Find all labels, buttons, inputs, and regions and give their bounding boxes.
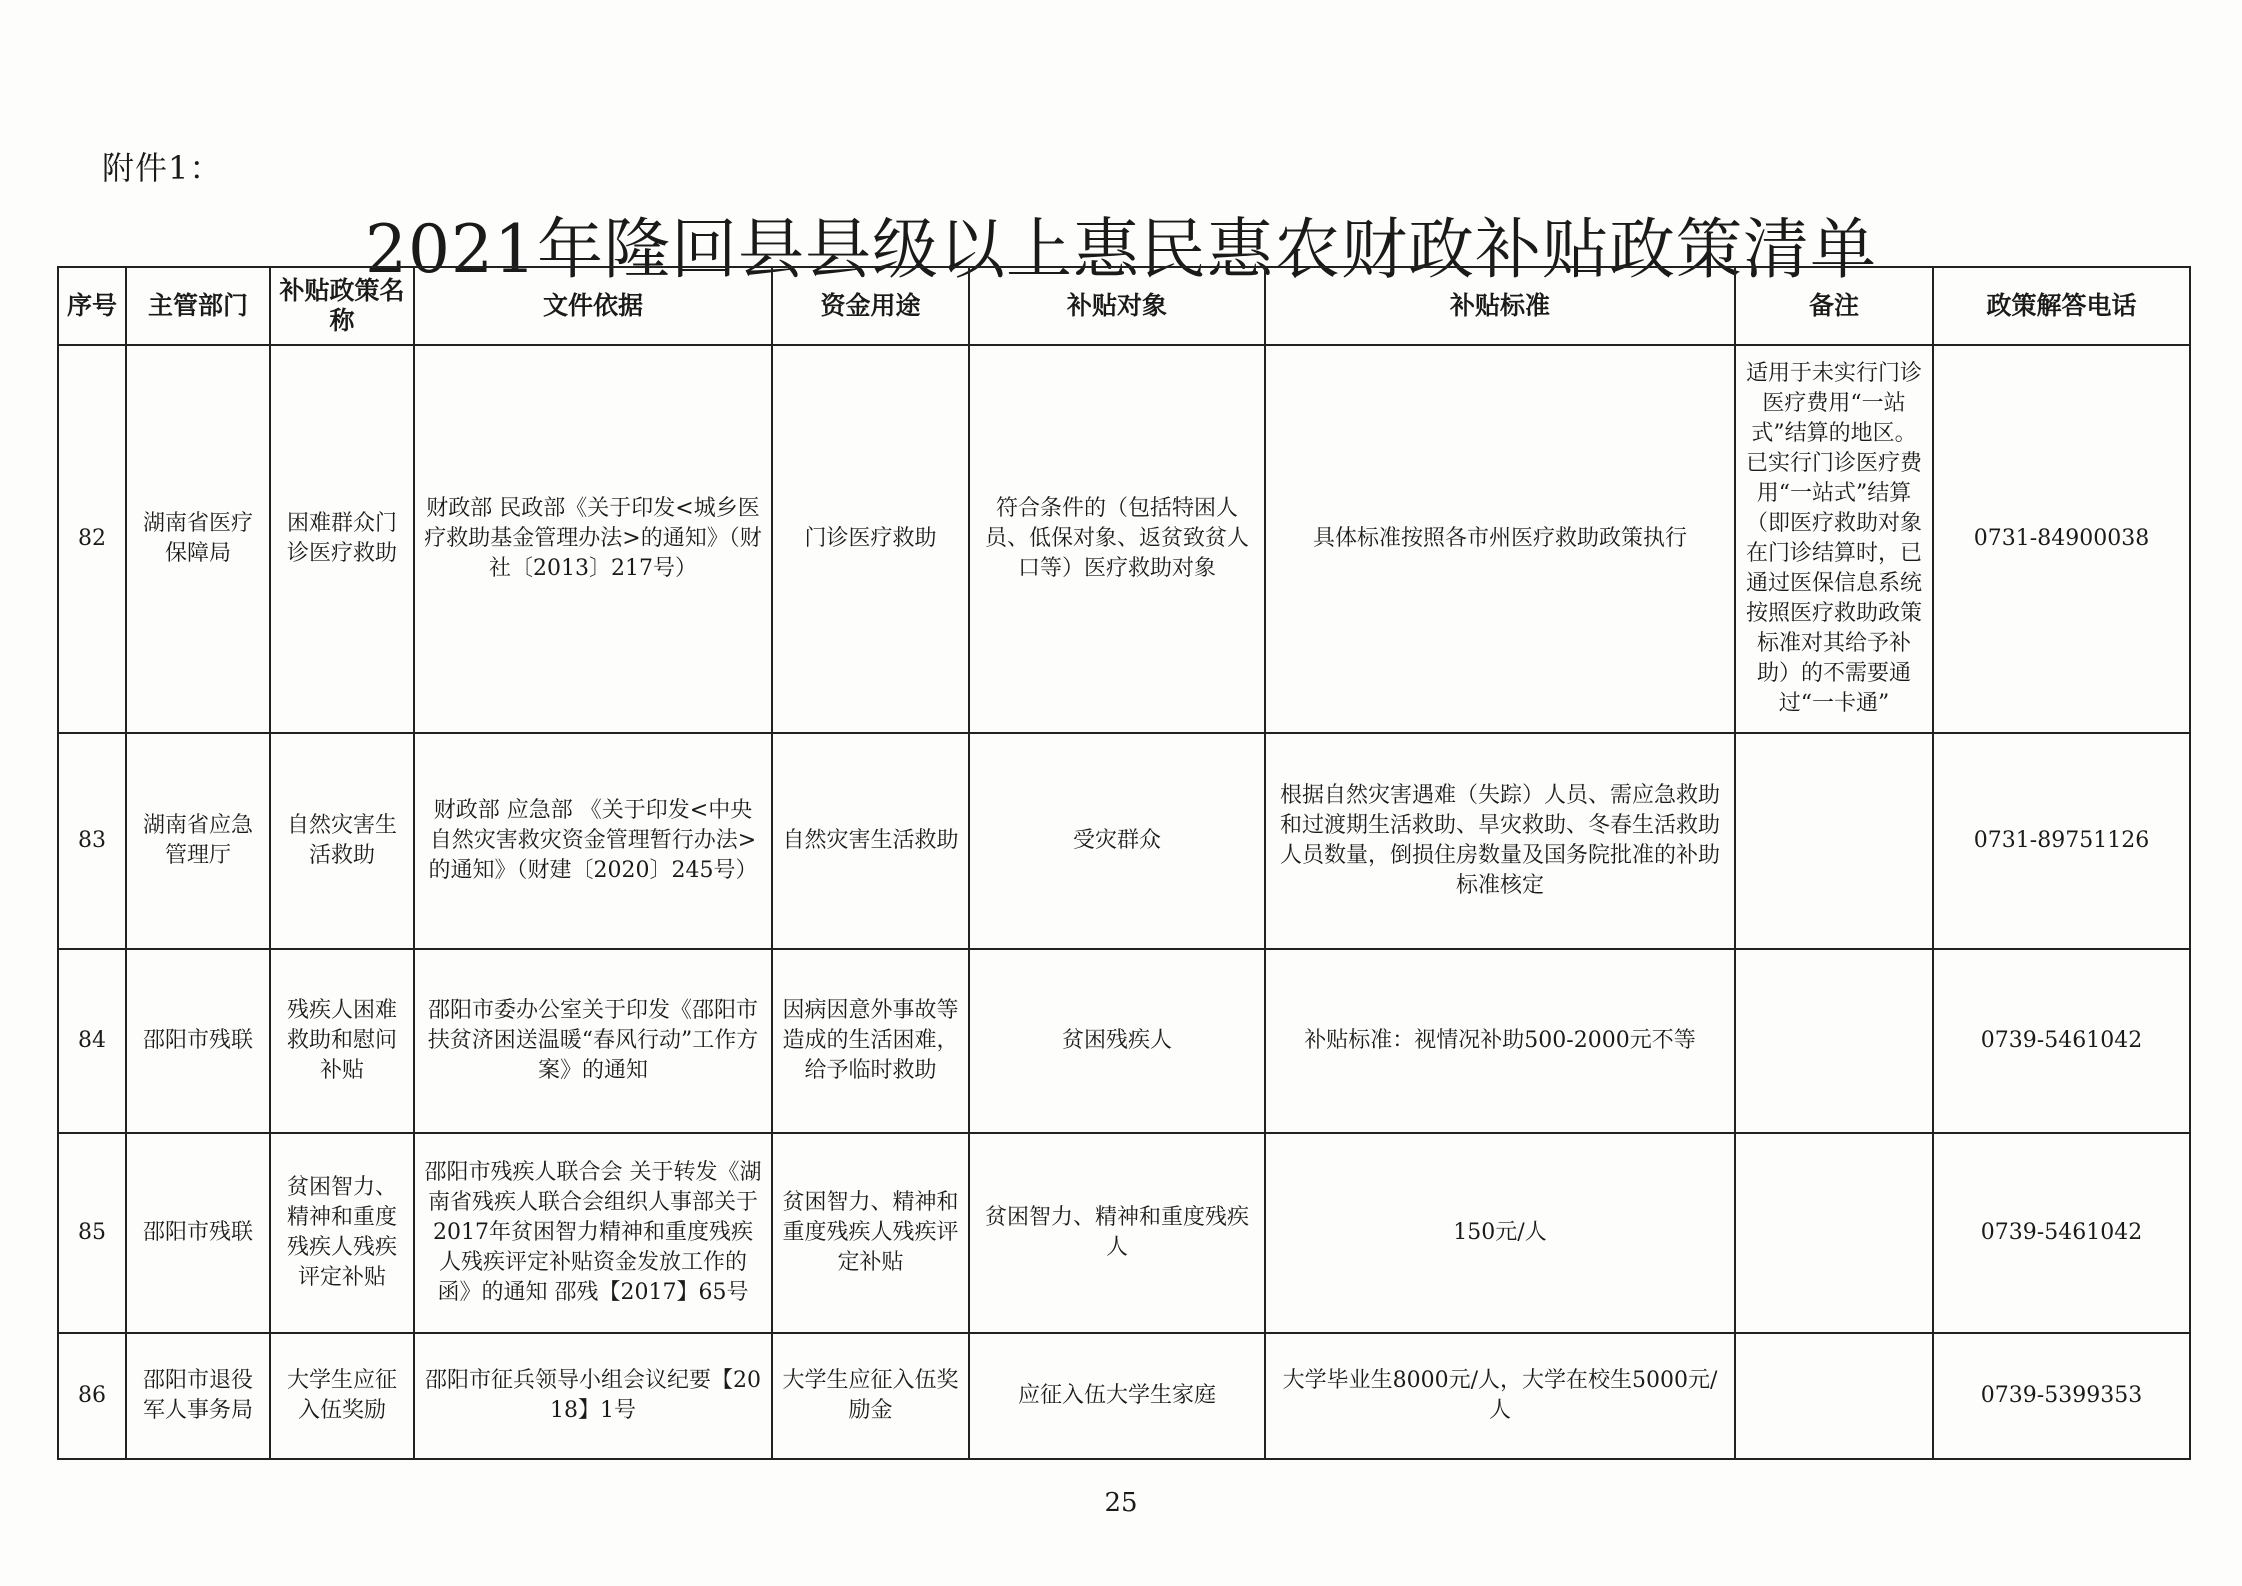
- cell-use: 门诊医疗救助: [772, 345, 969, 733]
- cell-basis: 财政部 应急部 《关于印发<中央自然灾害救灾资金管理暂行办法>的通知》（财建〔2020〕245号）: [414, 733, 772, 949]
- cell-remark: 适用于未实行门诊医疗费用“一站式”结算的地区。已实行门诊医疗费用“一站式”结算（即医疗救助对象在门诊结算时，已通过医保信息系统按照医疗救助政策标准对其给予补助）的不需要通过“一卡通”: [1735, 345, 1933, 733]
- table-row: [58, 733, 2190, 949]
- table-header-row: [58, 267, 2190, 345]
- cell-policy: 大学生应征入伍奖励: [270, 1333, 414, 1459]
- cell-phone: 0739-5461042: [1933, 949, 2190, 1133]
- cell-use: 自然灾害生活救助: [772, 733, 969, 949]
- cell-use: 贫困智力、精神和重度残疾人残疾评定补贴: [772, 1133, 969, 1333]
- cell-remark: [1735, 733, 1933, 949]
- header-seq: 序号: [58, 267, 126, 345]
- cell-standard: 具体标准按照各市州医疗救助政策执行: [1265, 345, 1735, 733]
- cell-seq: 83: [58, 733, 126, 949]
- cell-basis: 邵阳市残疾人联合会 关于转发《湖南省残疾人联合会组织人事部关于2017年贫困智力精神和重度残疾人残疾评定补贴资金发放工作的函》的通知 邵残【2017】65号: [414, 1133, 772, 1333]
- header-dept: 主管部门: [126, 267, 270, 345]
- header-use: 资金用途: [772, 267, 969, 345]
- cell-policy: 贫困智力、精神和重度残疾人残疾评定补贴: [270, 1133, 414, 1333]
- page-number: 25: [1104, 1488, 1138, 1518]
- table-row: [58, 1333, 2190, 1459]
- cell-remark: [1735, 1333, 1933, 1459]
- cell-dept: 湖南省医疗保障局: [126, 345, 270, 733]
- cell-use: 大学生应征入伍奖励金: [772, 1333, 969, 1459]
- cell-dept: 邵阳市残联: [126, 949, 270, 1133]
- cell-policy: 自然灾害生活救助: [270, 733, 414, 949]
- attachment-label: 附件1：: [102, 149, 223, 187]
- cell-phone: 0739-5461042: [1933, 1133, 2190, 1333]
- header-phone: 政策解答电话: [1933, 267, 2190, 345]
- table-row: [58, 949, 2190, 1133]
- cell-target: 受灾群众: [969, 733, 1265, 949]
- table-row: [58, 1133, 2190, 1333]
- page-title: 2021年隆回县县级以上惠民惠农财政补贴政策清单: [365, 211, 1877, 288]
- cell-seq: 86: [58, 1333, 126, 1459]
- cell-standard: 150元/人: [1265, 1133, 1735, 1333]
- cell-seq: 84: [58, 949, 126, 1133]
- cell-use: 因病因意外事故等造成的生活困难，给予临时救助: [772, 949, 969, 1133]
- cell-dept: 邵阳市残联: [126, 1133, 270, 1333]
- cell-phone: 0739-5399353: [1933, 1333, 2190, 1459]
- cell-target: 符合条件的（包括特困人员、低保对象、返贫致贫人口等）医疗救助对象: [969, 345, 1265, 733]
- header-policy: 补贴政策名称: [270, 267, 414, 345]
- header-target: 补贴对象: [969, 267, 1265, 345]
- cell-target: 贫困残疾人: [969, 949, 1265, 1133]
- cell-phone: 0731-84900038: [1933, 345, 2190, 733]
- cell-standard: 大学毕业生8000元/人，大学在校生5000元/人: [1265, 1333, 1735, 1459]
- cell-dept: 湖南省应急管理厅: [126, 733, 270, 949]
- cell-target: 贫困智力、精神和重度残疾人: [969, 1133, 1265, 1333]
- cell-basis: 邵阳市委办公室关于印发《邵阳市扶贫济困送温暖“春风行动”工作方案》的通知: [414, 949, 772, 1133]
- cell-standard: 补贴标准：视情况补助500-2000元不等: [1265, 949, 1735, 1133]
- header-standard: 补贴标准: [1265, 267, 1735, 345]
- cell-standard: 根据自然灾害遇难（失踪）人员、需应急救助和过渡期生活救助、旱灾救助、冬春生活救助人员数量，倒损住房数量及国务院批准的补助标准核定: [1265, 733, 1735, 949]
- cell-seq: 85: [58, 1133, 126, 1333]
- cell-seq: 82: [58, 345, 126, 733]
- cell-phone: 0731-89751126: [1933, 733, 2190, 949]
- header-remark: 备注: [1735, 267, 1933, 345]
- cell-remark: [1735, 949, 1933, 1133]
- header-basis: 文件依据: [414, 267, 772, 345]
- policy-table: [57, 266, 2191, 1460]
- cell-policy: 残疾人困难救助和慰问补贴: [270, 949, 414, 1133]
- cell-dept: 邵阳市退役军人事务局: [126, 1333, 270, 1459]
- cell-target: 应征入伍大学生家庭: [969, 1333, 1265, 1459]
- cell-basis: 邵阳市征兵领导小组会议纪要【2018】1号: [414, 1333, 772, 1459]
- table-row: [58, 345, 2190, 733]
- cell-remark: [1735, 1133, 1933, 1333]
- cell-policy: 困难群众门诊医疗救助: [270, 345, 414, 733]
- cell-basis: 财政部 民政部《关于印发<城乡医疗救助基金管理办法>的通知》（财社〔2013〕217号）: [414, 345, 772, 733]
